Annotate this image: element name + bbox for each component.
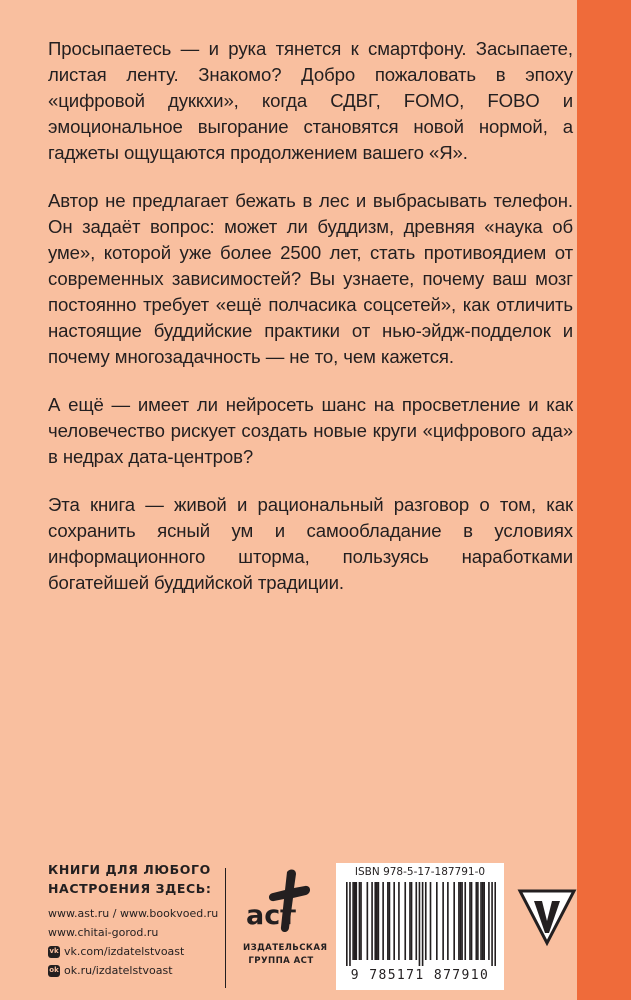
publisher-footer <box>48 860 568 990</box>
barcode-bar <box>464 882 466 960</box>
shop-link-row-2 <box>48 923 218 942</box>
barcode-bar <box>367 882 369 960</box>
barcode-bar <box>404 882 406 960</box>
barcode-bar <box>453 882 455 960</box>
triangle-v-logo <box>516 887 578 947</box>
barcode-bar <box>458 882 460 960</box>
barcode-bar <box>389 882 391 960</box>
odnoklassniki-icon: ok <box>48 965 60 977</box>
barcode-bar <box>349 882 351 966</box>
barcode-bar <box>480 882 482 960</box>
publisher-name-line-1: ИЗДАТЕЛЬСКАЯ <box>243 943 328 953</box>
barcode-bar <box>422 882 424 966</box>
barcode-bar <box>483 882 485 960</box>
orange-edge-strip <box>577 0 631 1000</box>
barcode-bar <box>475 882 477 960</box>
social-link-ok[interactable]: ok.ru/izdatelstvoast <box>64 964 173 977</box>
shop-links <box>48 904 218 980</box>
books-heading <box>48 860 212 898</box>
barcode-bar <box>354 882 356 960</box>
barcode-bar <box>346 882 348 966</box>
barcode-bar <box>488 882 490 960</box>
barcode-bar <box>491 882 493 966</box>
barcode-bar <box>447 882 449 960</box>
barcode-bar <box>442 882 444 960</box>
barcode-bar <box>387 882 389 960</box>
barcode-bar <box>411 882 413 960</box>
barcode-bar <box>482 882 484 960</box>
vk-icon: vk <box>48 946 60 958</box>
barcode-bar <box>469 882 471 960</box>
ast-logo-icon <box>243 866 319 938</box>
blurb-paragraph-3: А ещё — имеет ли нейросеть шанс на просветление и как человечество рискует создать новые круги «цифрового ада» в недрах дата-центров? <box>48 394 573 467</box>
ean-barcode <box>346 882 496 966</box>
shop-link-row-1 <box>48 904 218 923</box>
barcode-bar <box>477 882 479 960</box>
publisher-name <box>243 942 328 968</box>
barcode-panel <box>336 863 504 990</box>
footer-divider <box>225 868 226 988</box>
barcode-bar <box>382 882 384 960</box>
isbn-text: ISBN 978-5-17-187791-0 <box>354 866 486 878</box>
barcode-bar <box>419 882 421 966</box>
barcode-bar <box>461 882 463 960</box>
barcode-bar <box>494 882 496 966</box>
barcode-bar <box>415 882 417 960</box>
books-heading-line-1: КНИГИ ДЛЯ ЛЮБОГО <box>48 862 211 877</box>
social-link-ok-row <box>48 961 218 980</box>
barcode-bar <box>360 882 362 960</box>
barcode-bar <box>374 882 376 960</box>
ast-logo-wordmark: аст <box>246 900 296 931</box>
shop-links-ast-bookvoed[interactable]: www.ast.ru / www.bookvoed.ru <box>48 907 219 920</box>
shop-link-chitai-gorod[interactable]: www.chitai-gorod.ru <box>48 926 159 939</box>
barcode-bar <box>436 882 438 960</box>
barcode-bar <box>371 882 373 960</box>
barcode-bar <box>376 882 378 960</box>
ast-publisher-logo <box>243 866 328 986</box>
books-heading-line-2: НАСТРОЕНИЯ ЗДЕСЬ: <box>48 881 212 896</box>
publisher-name-line-2: ГРУППА АСТ <box>248 956 314 966</box>
barcode-bar <box>359 882 361 960</box>
barcode-bar <box>398 882 400 960</box>
blurb-paragraph-1: Просыпаетесь — и рука тянется к смартфону. Засыпаете, листая ленту. Знакомо? Добро пожаловать в эпоху «цифровой дуккхи», когда СДВГ, FOMO, FOBO и эмоциональное выгорание становятся новой нормой, а гаджеты ощущаются продолжением вашего «Я». <box>48 38 573 163</box>
barcode-bar <box>430 882 432 960</box>
barcode-bar <box>460 882 462 960</box>
barcode-bar <box>393 882 395 960</box>
ean-digits: 9 785171 877910 <box>350 968 490 983</box>
barcode-bar <box>355 882 357 960</box>
blurb-text <box>48 36 573 618</box>
blurb-paragraph-2: Автор не предлагает бежать в лес и выбрасывать телефон. Он задаёт вопрос: может ли буддизм, древняя «наука об уме», которой уже более 2500 лет, стать противоядием от современных зависимостей? Вы узнаете, почему ваш мозг постоянно требует «ещё полчасика соцсетей», как отличить настоящие буддийские практики от нью-эйдж-подделок и почему многозадачность — не то, чем кажется. <box>48 190 573 367</box>
barcode-bar <box>352 882 354 960</box>
barcode-bar <box>425 882 427 960</box>
social-link-vk-row <box>48 942 218 961</box>
barcode-bar <box>409 882 411 960</box>
social-link-vk[interactable]: vk.com/izdatelstvoast <box>64 945 185 958</box>
barcode-bar <box>378 882 380 960</box>
blurb-paragraph-4: Эта книга — живой и рациональный разговор о том, как сохранить ясный ум и самообладание в условиях информационного шторма, пользуясь наработками богатейшей буддийской традиции. <box>48 494 573 593</box>
barcode-bar <box>471 882 473 960</box>
